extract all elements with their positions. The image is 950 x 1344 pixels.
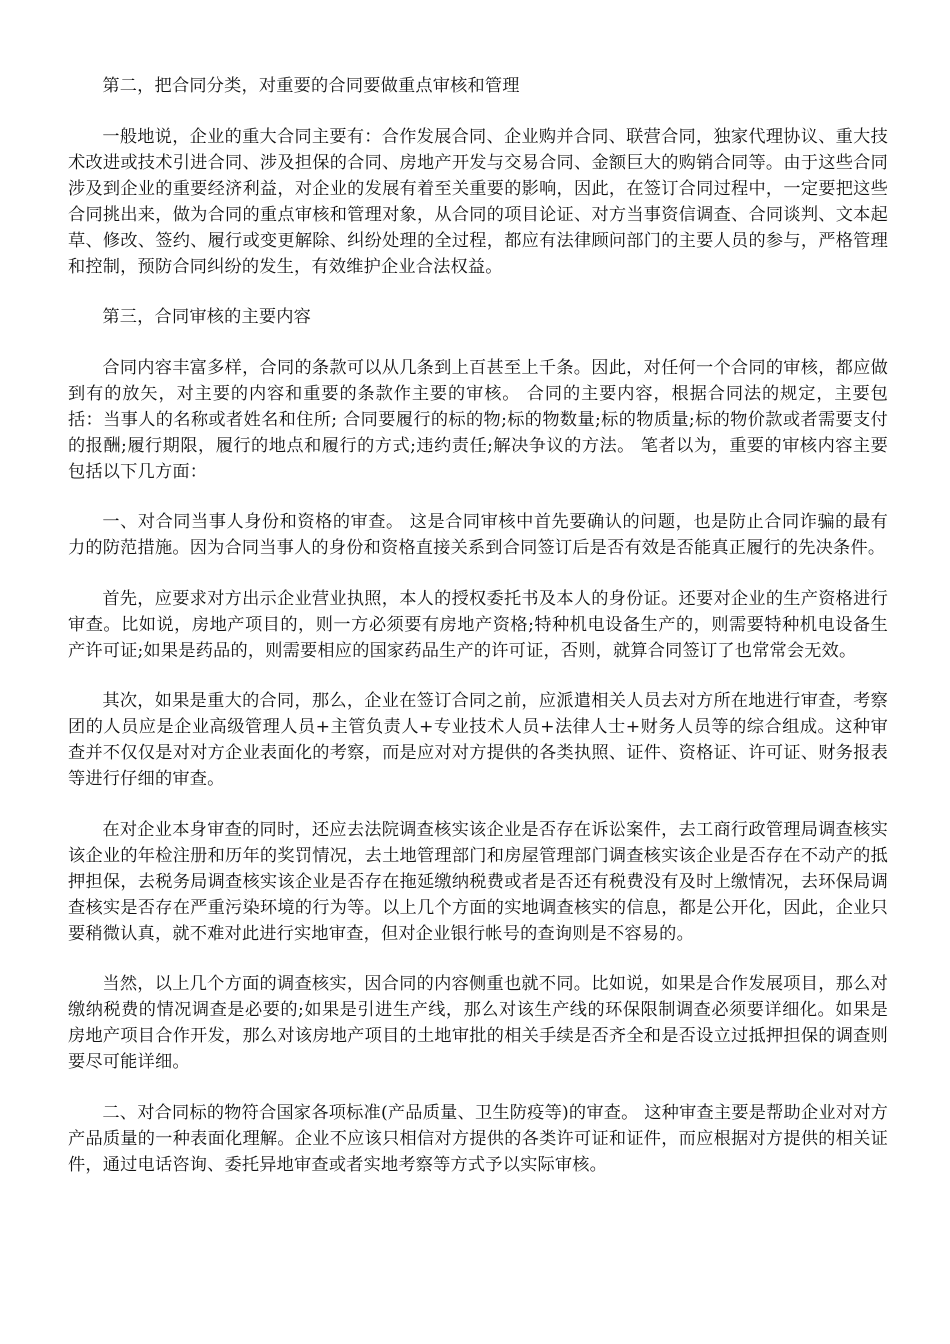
paragraph-major-contracts: 一般地说，企业的重大合同主要有：合作发展合同、企业购并合同、联营合同，独家代理协议、重大技术改进或技术引进合同、涉及担保的合同、房地产开发与交易合同、金额巨大的购销合同等。由于这些合同涉及到企业的重要经济利益，对企业的发展有着至关重要的影响，因此，在签订合同过程中，一定要把这些合同挑出来，做为合同的重点审核和管理对象，从合同的项目论证、对方当事资信调查、合同谈判、文本起草、修改、签约、履行或变更解除、纠纷处理的全过程，都应有法律顾问部门的主要人员的参与，严格管理和控制，预防合同纠纷的发生，有效维护企业合法权益。 <box>68 126 888 277</box>
paragraph-first-step: 首先，应要求对方出示企业营业执照，本人的授权委托书及本人的身份证。还要对企业的生产资格进行审查。比如说，房地产项目的，则一方必须要有房地产资格;特种机电设备生产的，则需要特种机电设备生产许可证;如果是药品的，则需要相应的国家药品生产的许可证，否则，就算合同签订了也常常会无效。 <box>68 588 888 661</box>
paragraph-agency-checks: 在对企业本身审查的同时，还应去法院调查核实该企业是否存在诉讼案件，去工商行政管理局调查核实该企业的年检注册和历年的奖罚情况，去土地管理部门和房屋管理部门调查核实该企业是否存在不动产的抵押担保，去税务局调查核实该企业是否存在拖延缴纳税费或者是否还有税费没有及时上缴情况，去环保局调查核实是否存在严重污染环境的行为等。以上几个方面的实地调查核实的信息，都是公开化，因此，企业只要稍微认真，就不难对此进行实地审查，但对企业银行帐号的查询则是不容易的。 <box>68 819 888 944</box>
paragraph-standards-review: 二、对合同标的物符合国家各项标准(产品质量、卫生防疫等)的审查。 这种审查主要是帮助企业对对方产品质量的一种表面化理解。企业不应该只相信对方提供的各类许可证和证件，而应根据对方提供的相关证件，通过电话咨询、委托异地审查或者实地考察等方式予以实际审核。 <box>68 1102 888 1175</box>
section-heading-2: 第二，把合同分类，对重要的合同要做重点审核和管理 <box>102 76 520 96</box>
section-heading-3: 第三，合同审核的主要内容 <box>102 307 312 327</box>
paragraph-party-identity-review: 一、对合同当事人身份和资格的审查。 这是合同审核中首先要确认的问题，也是防止合同诈骗的最有力的防范措施。因为合同当事人的身份和资格直接关系到合同签订后是否有效是否能真正履行的先决条件。 <box>68 512 888 558</box>
paragraph-second-step: 其次，如果是重大的合同，那么，企业在签订合同之前，应派遣相关人员去对方所在地进行审查，考察团的人员应是企业高级管理人员+主管负责人+专业技术人员+法律人士+财务人员等的综合组成。这种审查并不仅仅是对对方企业表面化的考察，而是应对对方提供的各类执照、证件、资格证、许可证、财务报表等进行仔细的审查。 <box>68 691 888 789</box>
paragraph-focus-by-content: 当然，以上几个方面的调查核实，因合同的内容侧重也就不同。比如说，如果是合作发展项目，那么对缴纳税费的情况调查是必要的;如果是引进生产线，那么对该生产线的环保限制调查必须要详细化。如果是房地产项目合作开发，那么对该房地产项目的土地审批的相关手续是否齐全和是否设立过抵押担保的调查则要尽可能详细。 <box>68 974 888 1072</box>
paragraph-contract-content: 合同内容丰富多样，合同的条款可以从几条到上百甚至上千条。因此，对任何一个合同的审核，都应做到有的放矢，对主要的内容和重要的条款作主要的审核。 合同的主要内容，根据合同法的规定，主要包括：当事人的名称或者姓名和住所; 合同要履行的标的物;标的物数量;标的物质量;标的物价款或者需要支付的报酬;履行期限，履行的地点和履行的方式;违约责任;解决争议的方法。 笔者以为，重要的审核内容主要包括以下几方面： <box>68 357 888 482</box>
